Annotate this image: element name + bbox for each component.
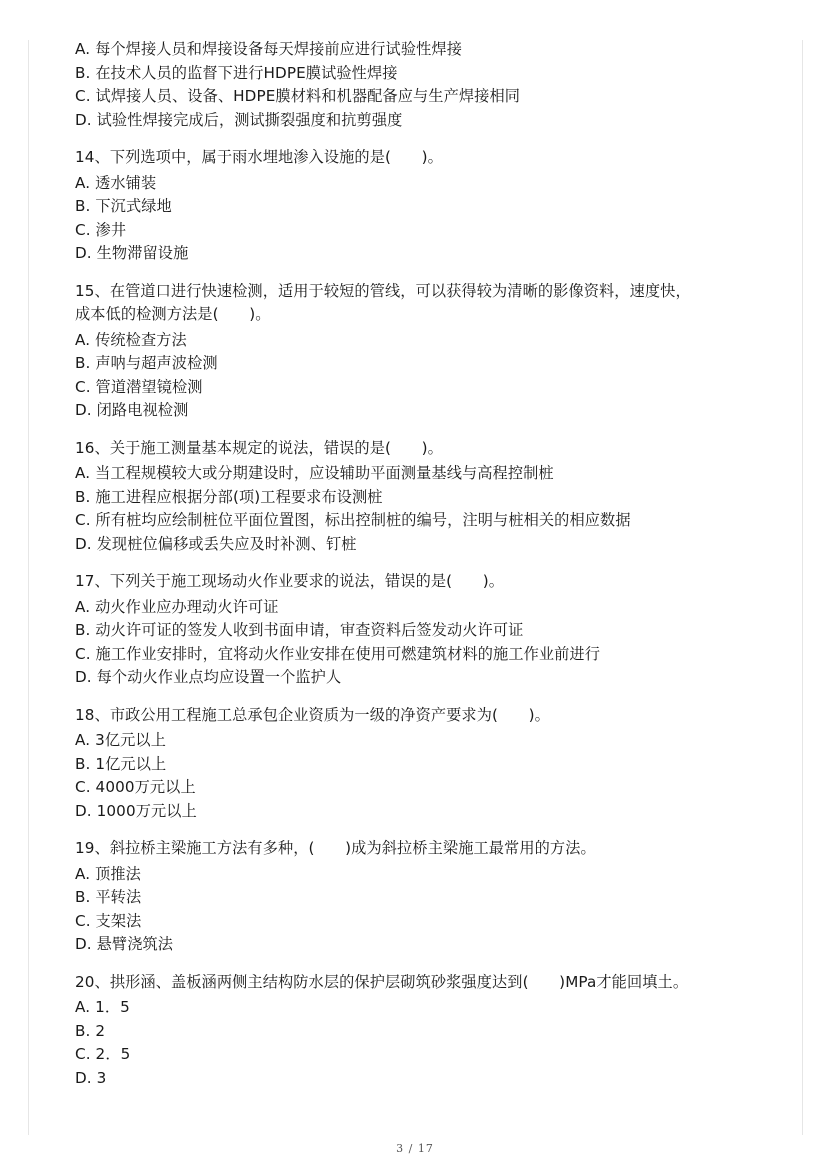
option-a: A. 每个焊接人员和焊接设备每天焊接前应进行试验性焊接 <box>75 40 462 58</box>
option-b: B. 下沉式绿地 <box>75 197 172 215</box>
option-d: D. 发现桩位偏移或丢失应及时补测、钉桩 <box>75 534 357 553</box>
question-stem: 18、市政公用工程施工总承包企业资质为一级的净资产要求为( )。 <box>75 705 550 724</box>
question-stem: 15、在管道口进行快速检测，适用于较短的管线，可以获得较为清晰的影像资料，速度快， <box>75 281 691 300</box>
option-a: A. 当工程规模较大或分期建设时，应设辅助平面测量基线与高程控制桩 <box>75 464 554 482</box>
option-list <box>75 596 775 690</box>
question-17 <box>75 570 775 594</box>
option-c: C. 4000万元以上 <box>75 778 196 796</box>
option-list <box>75 996 775 1090</box>
option-b: B. 声呐与超声波检测 <box>75 354 218 372</box>
option-b: B. 施工进程应根据分部(项)工程要求布设测桩 <box>75 487 383 506</box>
option-b: B. 动火许可证的签发人收到书面申请，审查资料后签发动火许可证 <box>75 621 524 639</box>
page-left-border <box>28 40 29 1135</box>
option-d: D. 闭路电视检测 <box>75 401 189 419</box>
option-a: A. 动火作业应办理动火许可证 <box>75 597 279 616</box>
option-b: B. 2 <box>75 1021 106 1040</box>
option-c: C. 支架法 <box>75 911 142 930</box>
option-d: D. 每个动火作业点均应设置一个监护人 <box>75 668 342 686</box>
page-right-border <box>802 40 803 1135</box>
option-b: B. 平转法 <box>75 888 142 906</box>
continued-option-list <box>75 38 775 132</box>
question-stem: 17、下列关于施工现场动火作业要求的说法，错误的是( )。 <box>75 572 505 590</box>
option-c: C. 所有桩均应绘制桩位平面位置图，标出控制桩的编号，注明与桩相关的相应数据 <box>75 511 631 529</box>
option-d: D. 3 <box>75 1068 107 1087</box>
question-stem: 20、拱形涵、盖板涵两侧主结构防水层的保护层砌筑砂浆强度达到( )MPa才能回填土。 <box>75 972 689 991</box>
option-d: D. 生物滞留设施 <box>75 244 189 262</box>
option-a: A. 传统检查方法 <box>75 330 187 349</box>
option-a: A. 透水铺装 <box>75 173 157 192</box>
option-list <box>75 172 775 266</box>
question-20 <box>75 971 775 995</box>
document-page-content <box>75 38 775 1090</box>
option-d: D. 试验性焊接完成后，测试撕裂强度和抗剪强度 <box>75 110 403 129</box>
option-a: A. 3亿元以上 <box>75 731 166 749</box>
option-c: C. 管道潜望镜检测 <box>75 377 203 396</box>
option-list <box>75 462 775 556</box>
option-c: C. 2．5 <box>75 1045 131 1063</box>
option-d: D. 悬臂浇筑法 <box>75 935 174 953</box>
option-a: A. 1．5 <box>75 998 130 1016</box>
option-c: C. 试焊接人员、设备、HDPE膜材料和机器配备应与生产焊接相同 <box>75 87 521 105</box>
question-stem-continued: 成本低的检测方法是( )。 <box>75 305 271 323</box>
question-stem: 16、关于施工测量基本规定的说法，错误的是( )。 <box>75 438 443 457</box>
question-16 <box>75 437 775 461</box>
question-18 <box>75 704 775 728</box>
question-15 <box>75 280 775 327</box>
question-19 <box>75 837 775 861</box>
question-14 <box>75 146 775 170</box>
option-c: C. 渗井 <box>75 220 127 239</box>
option-a: A. 顶推法 <box>75 864 141 883</box>
option-b: B. 1亿元以上 <box>75 754 167 773</box>
option-list <box>75 863 775 957</box>
question-stem: 19、斜拉桥主梁施工方法有多种，( )成为斜拉桥主梁施工最常用的方法。 <box>75 839 596 857</box>
option-b: B. 在技术人员的监督下进行HDPE膜试验性焊接 <box>75 63 398 82</box>
option-d: D. 1000万元以上 <box>75 801 197 820</box>
option-list <box>75 729 775 823</box>
page-number: 3 / 17 <box>396 1142 434 1155</box>
option-c: C. 施工作业安排时，宜将动火作业安排在使用可燃建筑材料的施工作业前进行 <box>75 644 601 663</box>
option-list <box>75 329 775 423</box>
question-stem: 14、下列选项中，属于雨水埋地渗入设施的是( )。 <box>75 148 443 166</box>
